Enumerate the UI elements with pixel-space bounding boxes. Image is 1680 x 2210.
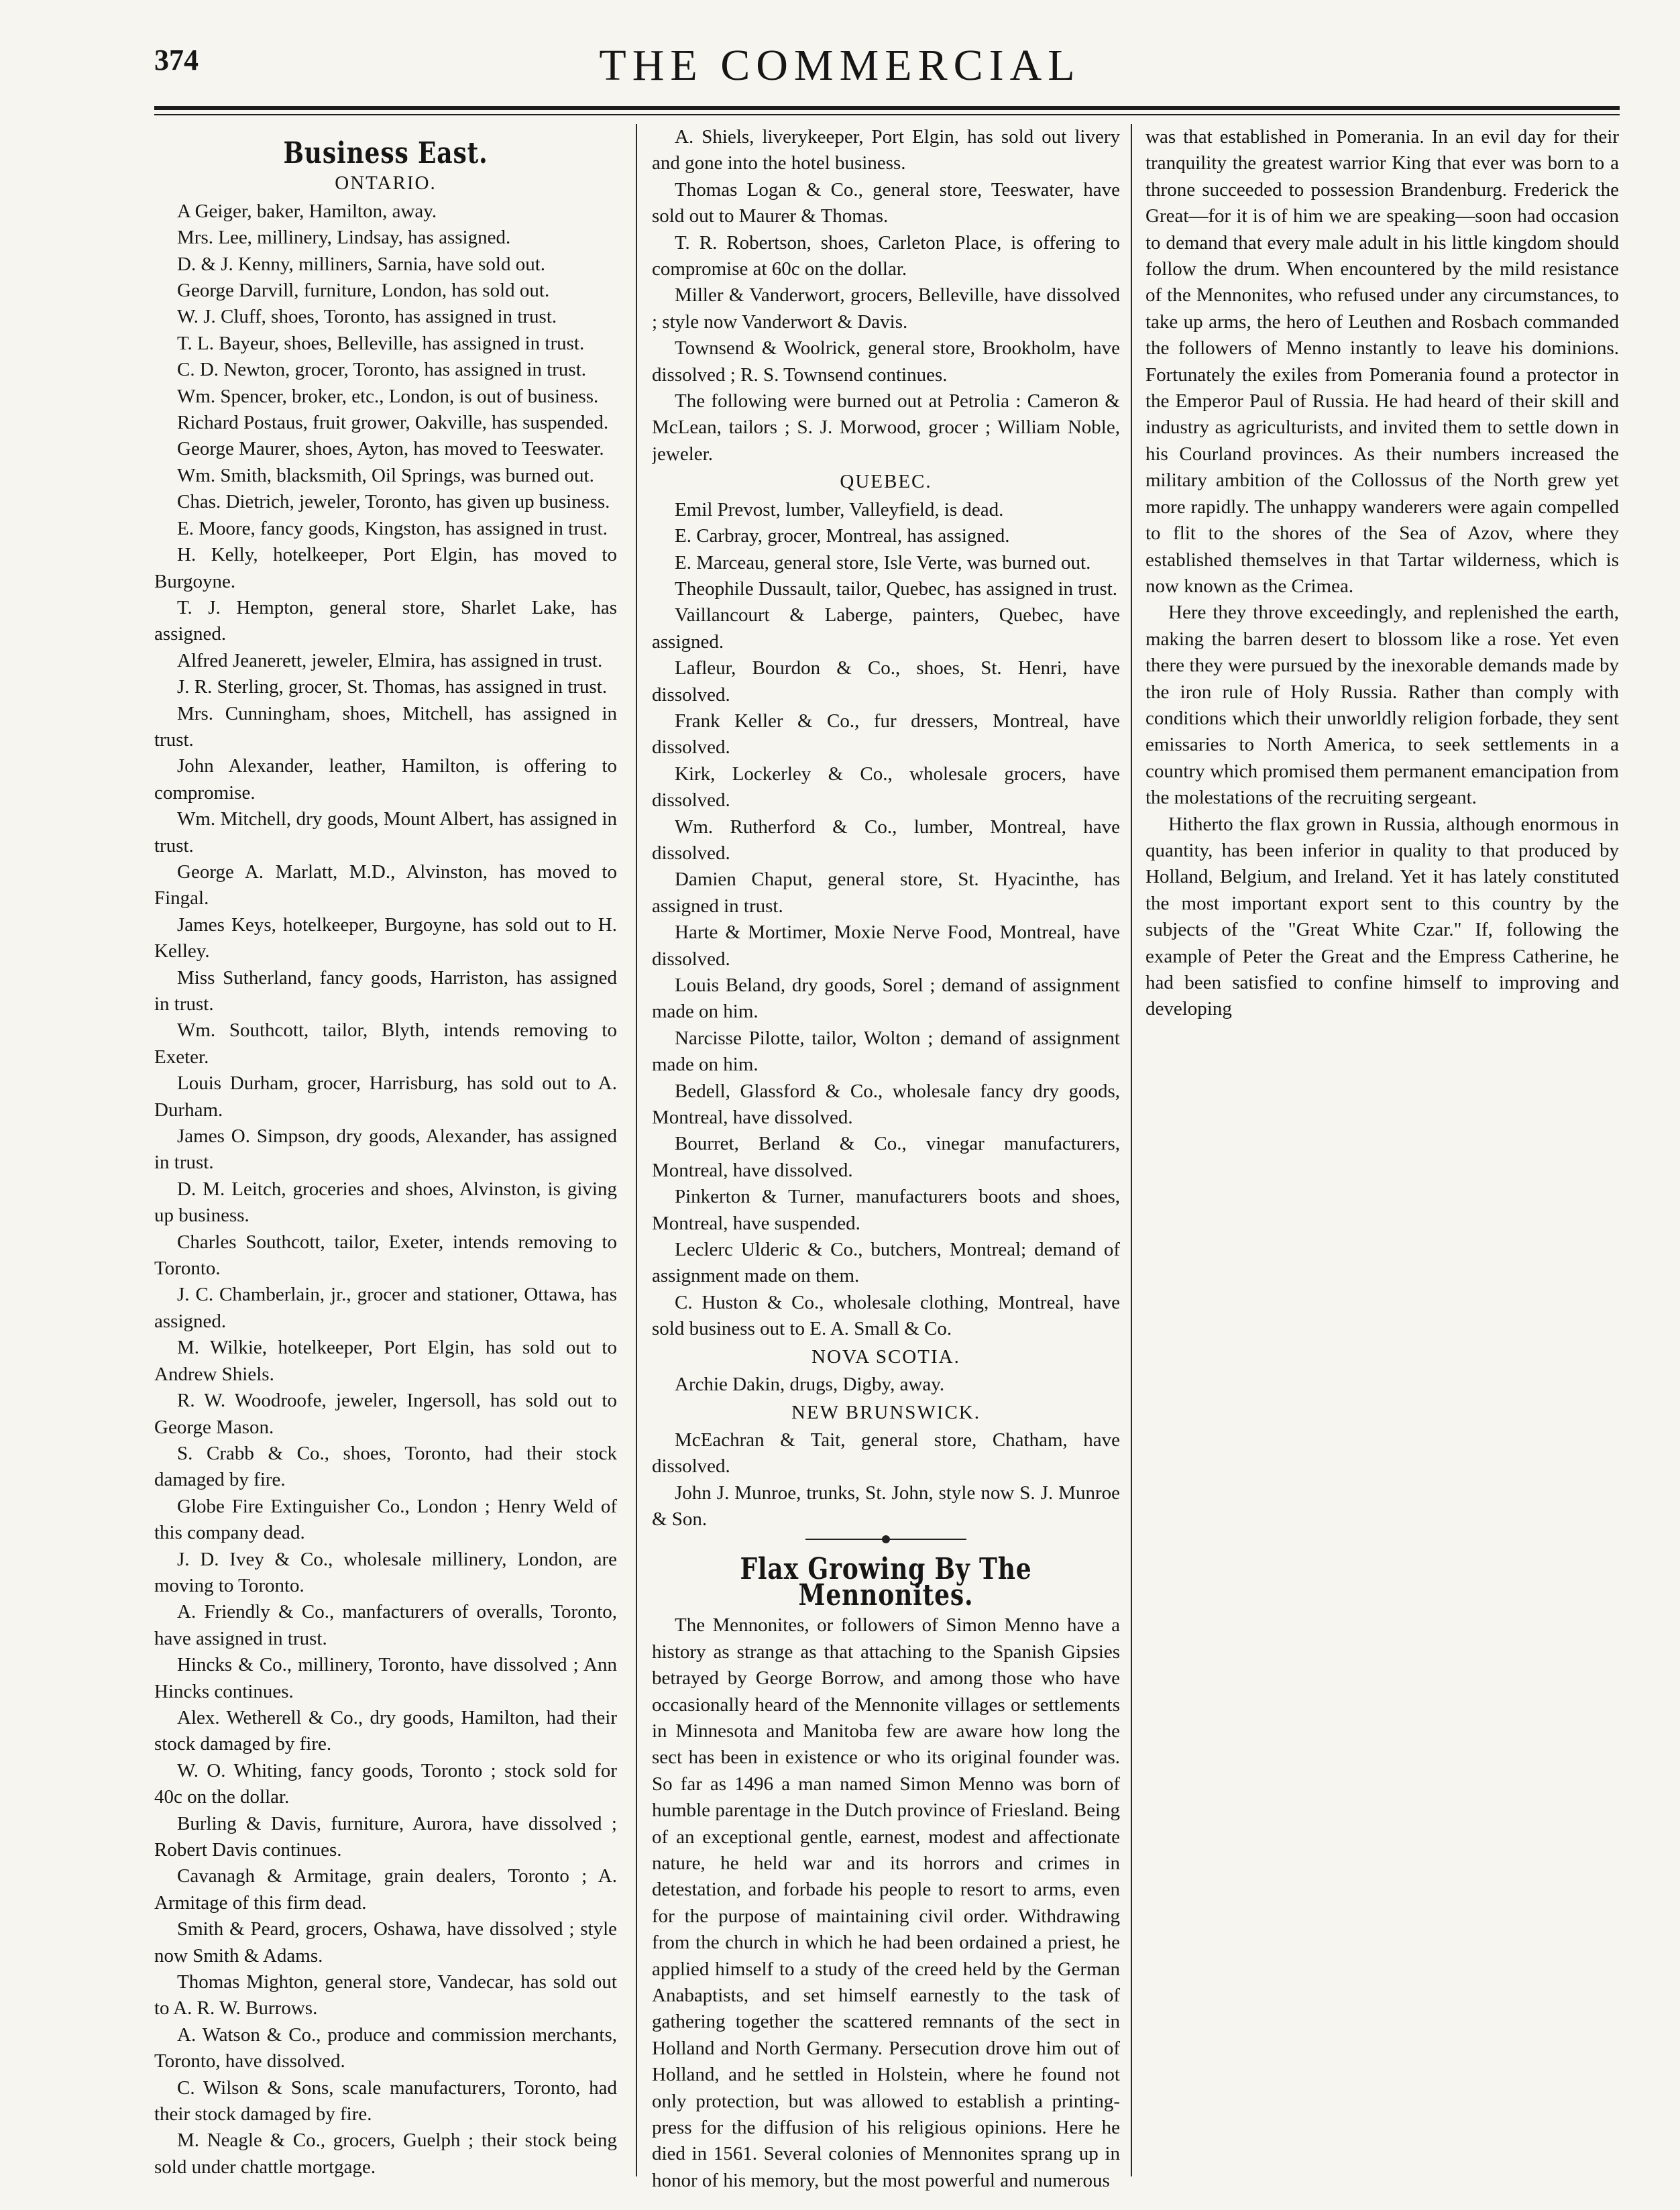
notice-entry: Damien Chaput, general store, St. Hyacinthe, has assigned in trust. bbox=[652, 869, 1120, 917]
flax-article-title: Flax Growing By The Mennonites. bbox=[740, 1551, 1032, 1612]
separator-dot bbox=[882, 1535, 890, 1543]
notice-entry: T. J. Hempton, general store, Sharlet Lake, has assigned. bbox=[154, 596, 617, 645]
notice-entry: Wm. Rutherford & Co., lumber, Montreal, have dissolved. bbox=[652, 816, 1120, 864]
notice-entry: Pinkerton & Turner, manufacturers boots and shoes, Montreal, have suspended. bbox=[652, 1186, 1120, 1234]
notice-entry: Alfred Jeanerett, jeweler, Elmira, has assigned in trust. bbox=[177, 649, 603, 671]
notice-entry: The following were burned out at Petrolia : Cameron & McLean, tailors ; S. J. Morwood, grocer ; William Noble, jeweler. bbox=[652, 390, 1120, 465]
notice-entry: John Alexander, leather, Hamilton, is offering to compromise. bbox=[154, 755, 617, 804]
notice-entry: Wm. Smith, blacksmith, Oil Springs, was burned out. bbox=[177, 464, 594, 486]
column-1 bbox=[154, 124, 617, 2197]
notice-entry: McEachran & Tait, general store, Chatham, have dissolved. bbox=[652, 1429, 1120, 1478]
notice-entry: James Keys, hotelkeeper, Burgoyne, has sold out to H. Kelley. bbox=[154, 914, 617, 962]
notice-entry: Burling & Davis, furniture, Aurora, have dissolved ; Robert Davis continues. bbox=[154, 1812, 617, 1861]
article-paragraph: Hitherto the flax grown in Russia, although enormous in quantity, has been inferior in quality to that produced by Holland, Belgium, and Ireland. Yet it has lately constituted the most important export sent to this country by the subjects of the "Great White Czar." If, following the example of Peter the Great and the Empress Catherine, he had been satisfied to confine himself to improving and developing bbox=[1145, 813, 1619, 1020]
notice-entry: Lafleur, Bourdon & Co., shoes, St. Henri, have dissolved. bbox=[652, 657, 1120, 706]
notice-entry: Alex. Wetherell & Co., dry goods, Hamilton, had their stock damaged by fire. bbox=[154, 1706, 617, 1755]
notice-entry: D. M. Leitch, groceries and shoes, Alvinston, is giving up business. bbox=[154, 1178, 617, 1227]
notice-entry: C. D. Newton, grocer, Toronto, has assigned in trust. bbox=[177, 359, 587, 381]
notice-entry: Bedell, Glassford & Co., wholesale fancy dry goods, Montreal, have dissolved. bbox=[652, 1080, 1120, 1129]
notice-entry: Kirk, Lockerley & Co., wholesale grocers, have dissolved. bbox=[652, 763, 1120, 812]
notice-entry: T. L. Bayeur, shoes, Belleville, has assigned in trust. bbox=[177, 332, 585, 354]
notice-entry: Louis Beland, dry goods, Sorel ; demand of assignment made on him. bbox=[652, 975, 1120, 1023]
page-number: 374 bbox=[154, 44, 199, 76]
notice-entry: Townsend & Woolrick, general store, Brookholm, have dissolved ; R. S. Townsend continues. bbox=[652, 337, 1120, 386]
notice-entry: Hincks & Co., millinery, Toronto, have dissolved ; Ann Hincks continues. bbox=[154, 1654, 617, 1702]
notice-entry: Chas. Dietrich, jeweler, Toronto, has given up business. bbox=[177, 491, 610, 513]
notice-entry: E. Moore, fancy goods, Kingston, has assigned in trust. bbox=[177, 517, 608, 539]
column-rule-1 bbox=[636, 124, 637, 2176]
masthead: THE COMMERCIAL bbox=[599, 41, 1081, 90]
header-rule-thick bbox=[154, 106, 1620, 110]
notice-entry: Archie Dakin, drugs, Digby, away. bbox=[675, 1374, 945, 1396]
notice-entry: Leclerc Ulderic & Co., butchers, Montreal; demand of assignment made on them. bbox=[652, 1239, 1120, 1287]
notice-entry: Wm. Spencer, broker, etc., London, is out of business. bbox=[177, 385, 599, 407]
notice-entry: Smith & Peard, grocers, Oshawa, have dissolved ; style now Smith & Adams. bbox=[154, 1918, 617, 1967]
notice-entry: D. & J. Kenny, milliners, Sarnia, have sold out. bbox=[177, 253, 546, 275]
notice-entry: Globe Fire Extinguisher Co., London ; Henry Weld of this company dead. bbox=[154, 1495, 617, 1544]
column-3 bbox=[1145, 124, 1619, 2197]
article-paragraph: The Mennonites, or followers of Simon Menno have a history as strange as that attaching to the Spanish Gipsies betrayed by George Borrow, and among those who have occasionally heard of the Mennonite villages or settlements in Minnesota and Manitoba few are aware how long the sect has been in existence or who its original founder was. So far as 1496 a man named Simon Menno was born of humble parentage in the Dutch province of Friesland. Being of an exceptional gentle, earnest, modest and affectionate nature, he held war and its horrors and crimes in detestation, and forbade his people to resort to arms, even for the purpose of maintaining civil order. Withdrawing from the church in which he had been ordained a priest, he applied himself to a study of the creed held by the German Anabaptists, and set himself earnestly to the task of gathering together the scattered remnants of the sect in Holland and North Germany. Persecution drove him out of Holland, and he settled in Holstein, where he found not only protection, but was allowed to establish a printing-press for the diffusion of his religious opinions. Here he died in 1561. Several colonies of Mennonites sprang up in honor of his memory, but the most powerful and numerous bbox=[652, 1614, 1120, 2191]
notice-entry: Cavanagh & Armitage, grain dealers, Toronto ; A. Armitage of this firm dead. bbox=[154, 1865, 617, 1914]
notice-entry: John J. Munroe, trunks, St. John, style now S. J. Munroe & Son. bbox=[652, 1482, 1120, 1531]
notice-entry: Thomas Logan & Co., general store, Teeswater, have sold out to Maurer & Thomas. bbox=[652, 178, 1120, 227]
notice-entry: Wm. Mitchell, dry goods, Mount Albert, has assigned in trust. bbox=[154, 808, 617, 857]
notice-entry: George Darvill, furniture, London, has sold out. bbox=[177, 280, 550, 302]
notice-entry: J. R. Sterling, grocer, St. Thomas, has assigned in trust. bbox=[177, 676, 608, 698]
notice-entry: T. R. Robertson, shoes, Carleton Place, is offering to compromise at 60c on the dollar. bbox=[652, 231, 1120, 280]
notice-entry: A. Shiels, liverykeeper, Port Elgin, has sold out livery and gone into the hotel business. bbox=[652, 126, 1120, 174]
notice-entry: W. O. Whiting, fancy goods, Toronto ; stock sold for 40c on the dollar. bbox=[154, 1759, 617, 1808]
notice-entry: E. Carbray, grocer, Montreal, has assigned. bbox=[675, 525, 1010, 547]
notice-entry: E. Marceau, general store, Isle Verte, was burned out. bbox=[675, 551, 1091, 573]
notice-entry: A. Watson & Co., produce and commission merchants, Toronto, have dissolved. bbox=[154, 2024, 617, 2073]
notice-entry: A Geiger, baker, Hamilton, away. bbox=[177, 200, 437, 222]
notice-entry: James O. Simpson, dry goods, Alexander, has assigned in trust. bbox=[154, 1125, 617, 1174]
notice-entry: Louis Durham, grocer, Harrisburg, has sold out to A. Durham. bbox=[154, 1072, 617, 1121]
notice-entry: Miller & Vanderwort, grocers, Belleville, have dissolved ; style now Vanderwort & Davis. bbox=[652, 284, 1120, 333]
notice-entry: Charles Southcott, tailor, Exeter, intends removing to Toronto. bbox=[154, 1231, 617, 1280]
new-brunswick-heading: NEW BRUNSWICK. bbox=[791, 1401, 981, 1423]
business-east-title: Business East. bbox=[283, 136, 488, 170]
notice-entry: Mrs. Lee, millinery, Lindsay, has assigned. bbox=[177, 227, 511, 249]
header-rule-thin bbox=[154, 114, 1620, 115]
notice-entry: C. Huston & Co., wholesale clothing, Montreal, have sold business out to E. A. Small & Co. bbox=[652, 1291, 1120, 1340]
notice-entry: Bourret, Berland & Co., vinegar manufacturers, Montreal, have dissolved. bbox=[652, 1133, 1120, 1181]
notice-entry: W. J. Cluff, shoes, Toronto, has assigned in trust. bbox=[177, 306, 557, 328]
quebec-heading: QUEBEC. bbox=[840, 471, 932, 493]
notice-entry: Thomas Mighton, general store, Vandecar, has sold out to A. R. W. Burrows. bbox=[154, 1971, 617, 2020]
notice-entry: George Maurer, shoes, Ayton, has moved to Teeswater. bbox=[177, 438, 604, 460]
notice-entry: H. Kelly, hotelkeeper, Port Elgin, has moved to Burgoyne. bbox=[154, 544, 617, 592]
article-separator bbox=[805, 1539, 966, 1540]
notice-entry: Narcisse Pilotte, tailor, Wolton ; demand of assignment made on him. bbox=[652, 1027, 1120, 1076]
ontario-heading: ONTARIO. bbox=[335, 172, 437, 195]
notice-entry: George A. Marlatt, M.D., Alvinston, has moved to Fingal. bbox=[154, 861, 617, 909]
nova-scotia-heading: NOVA SCOTIA. bbox=[811, 1345, 960, 1368]
page-header bbox=[0, 0, 1680, 114]
notice-entry: M. Neagle & Co., grocers, Guelph ; their stock being sold under chattle mortgage. bbox=[154, 2130, 617, 2178]
notice-entry: A. Friendly & Co., manfacturers of overalls, Toronto, have assigned in trust. bbox=[154, 1601, 617, 1649]
notice-entry: Theophile Dussault, tailor, Quebec, has assigned in trust. bbox=[675, 577, 1118, 600]
notice-entry: S. Crabb & Co., shoes, Toronto, had their stock damaged by fire. bbox=[154, 1442, 617, 1491]
notice-entry: Vaillancourt & Laberge, painters, Quebec, have assigned. bbox=[652, 604, 1120, 653]
notice-entry: J. D. Ivey & Co., wholesale millinery, London, are moving to Toronto. bbox=[154, 1548, 617, 1596]
article-paragraph: was that established in Pomerania. In an evil day for their tranquility the greatest warrior King that ever was born to a throne succeeded to possession Brandenburg. Frederick the Great—for it is of him we are speaking—soon had occasion to demand that every male adult in his little kingdom should follow the drum. When encountered by the mild resistance of the Mennonites, who refused under any circumstances, to take up arms, the hero of Leuthen and Rosbach commanded the followers of Menno instantly to leave his dominions. Fortunately the exiles from Pomerania found a protector in the Emperor Paul of Russia. He had heard of their skill and industry as agriculturists, and invited them to settle down in his Courland provinces. As their numbers increased the military ambition of the Collossus of the North grew yet more rapidly. The unhappy wanderers were again compelled to flit to the shores of the Sea of Azov, where they established themselves in that Tartar wilderness, which is now known as the Crimea. bbox=[1145, 126, 1619, 597]
notice-entry: Frank Keller & Co., fur dressers, Montreal, have dissolved. bbox=[652, 710, 1120, 759]
notice-entry: Richard Postaus, fruit grower, Oakville, has suspended. bbox=[177, 412, 609, 434]
column-rule-2 bbox=[1131, 124, 1132, 2176]
notice-entry: C. Wilson & Sons, scale manufacturers, Toronto, had their stock damaged by fire. bbox=[154, 2077, 617, 2125]
notice-entry: R. W. Woodroofe, jeweler, Ingersoll, has sold out to George Mason. bbox=[154, 1390, 617, 1438]
article-paragraph: Here they throve exceedingly, and replenished the earth, making the barren desert to blossom like a rose. Yet even there they were pursued by the inexorable demands made by the iron rule of Holy Russia. Rather than comply with conditions which their unworldly religion forbade, they sent emissaries to North America, to seek settlements in a country which promised them permanent emancipation from the molestations of the recruiting sergeant. bbox=[1145, 602, 1619, 809]
notice-entry: Mrs. Cunningham, shoes, Mitchell, has assigned in trust. bbox=[154, 702, 617, 751]
notice-entry: Wm. Southcott, tailor, Blyth, intends removing to Exeter. bbox=[154, 1019, 617, 1068]
notice-entry: Harte & Mortimer, Moxie Nerve Food, Montreal, have dissolved. bbox=[652, 922, 1120, 970]
notice-entry: M. Wilkie, hotelkeeper, Port Elgin, has sold out to Andrew Shiels. bbox=[154, 1337, 617, 1385]
notice-entry: Emil Prevost, lumber, Valleyfield, is dead. bbox=[675, 498, 1004, 520]
notice-entry: Miss Sutherland, fancy goods, Harriston, has assigned in trust. bbox=[154, 966, 617, 1015]
notice-entry: J. C. Chamberlain, jr., grocer and stationer, Ottawa, has assigned. bbox=[154, 1284, 617, 1332]
column-2 bbox=[652, 124, 1120, 2197]
